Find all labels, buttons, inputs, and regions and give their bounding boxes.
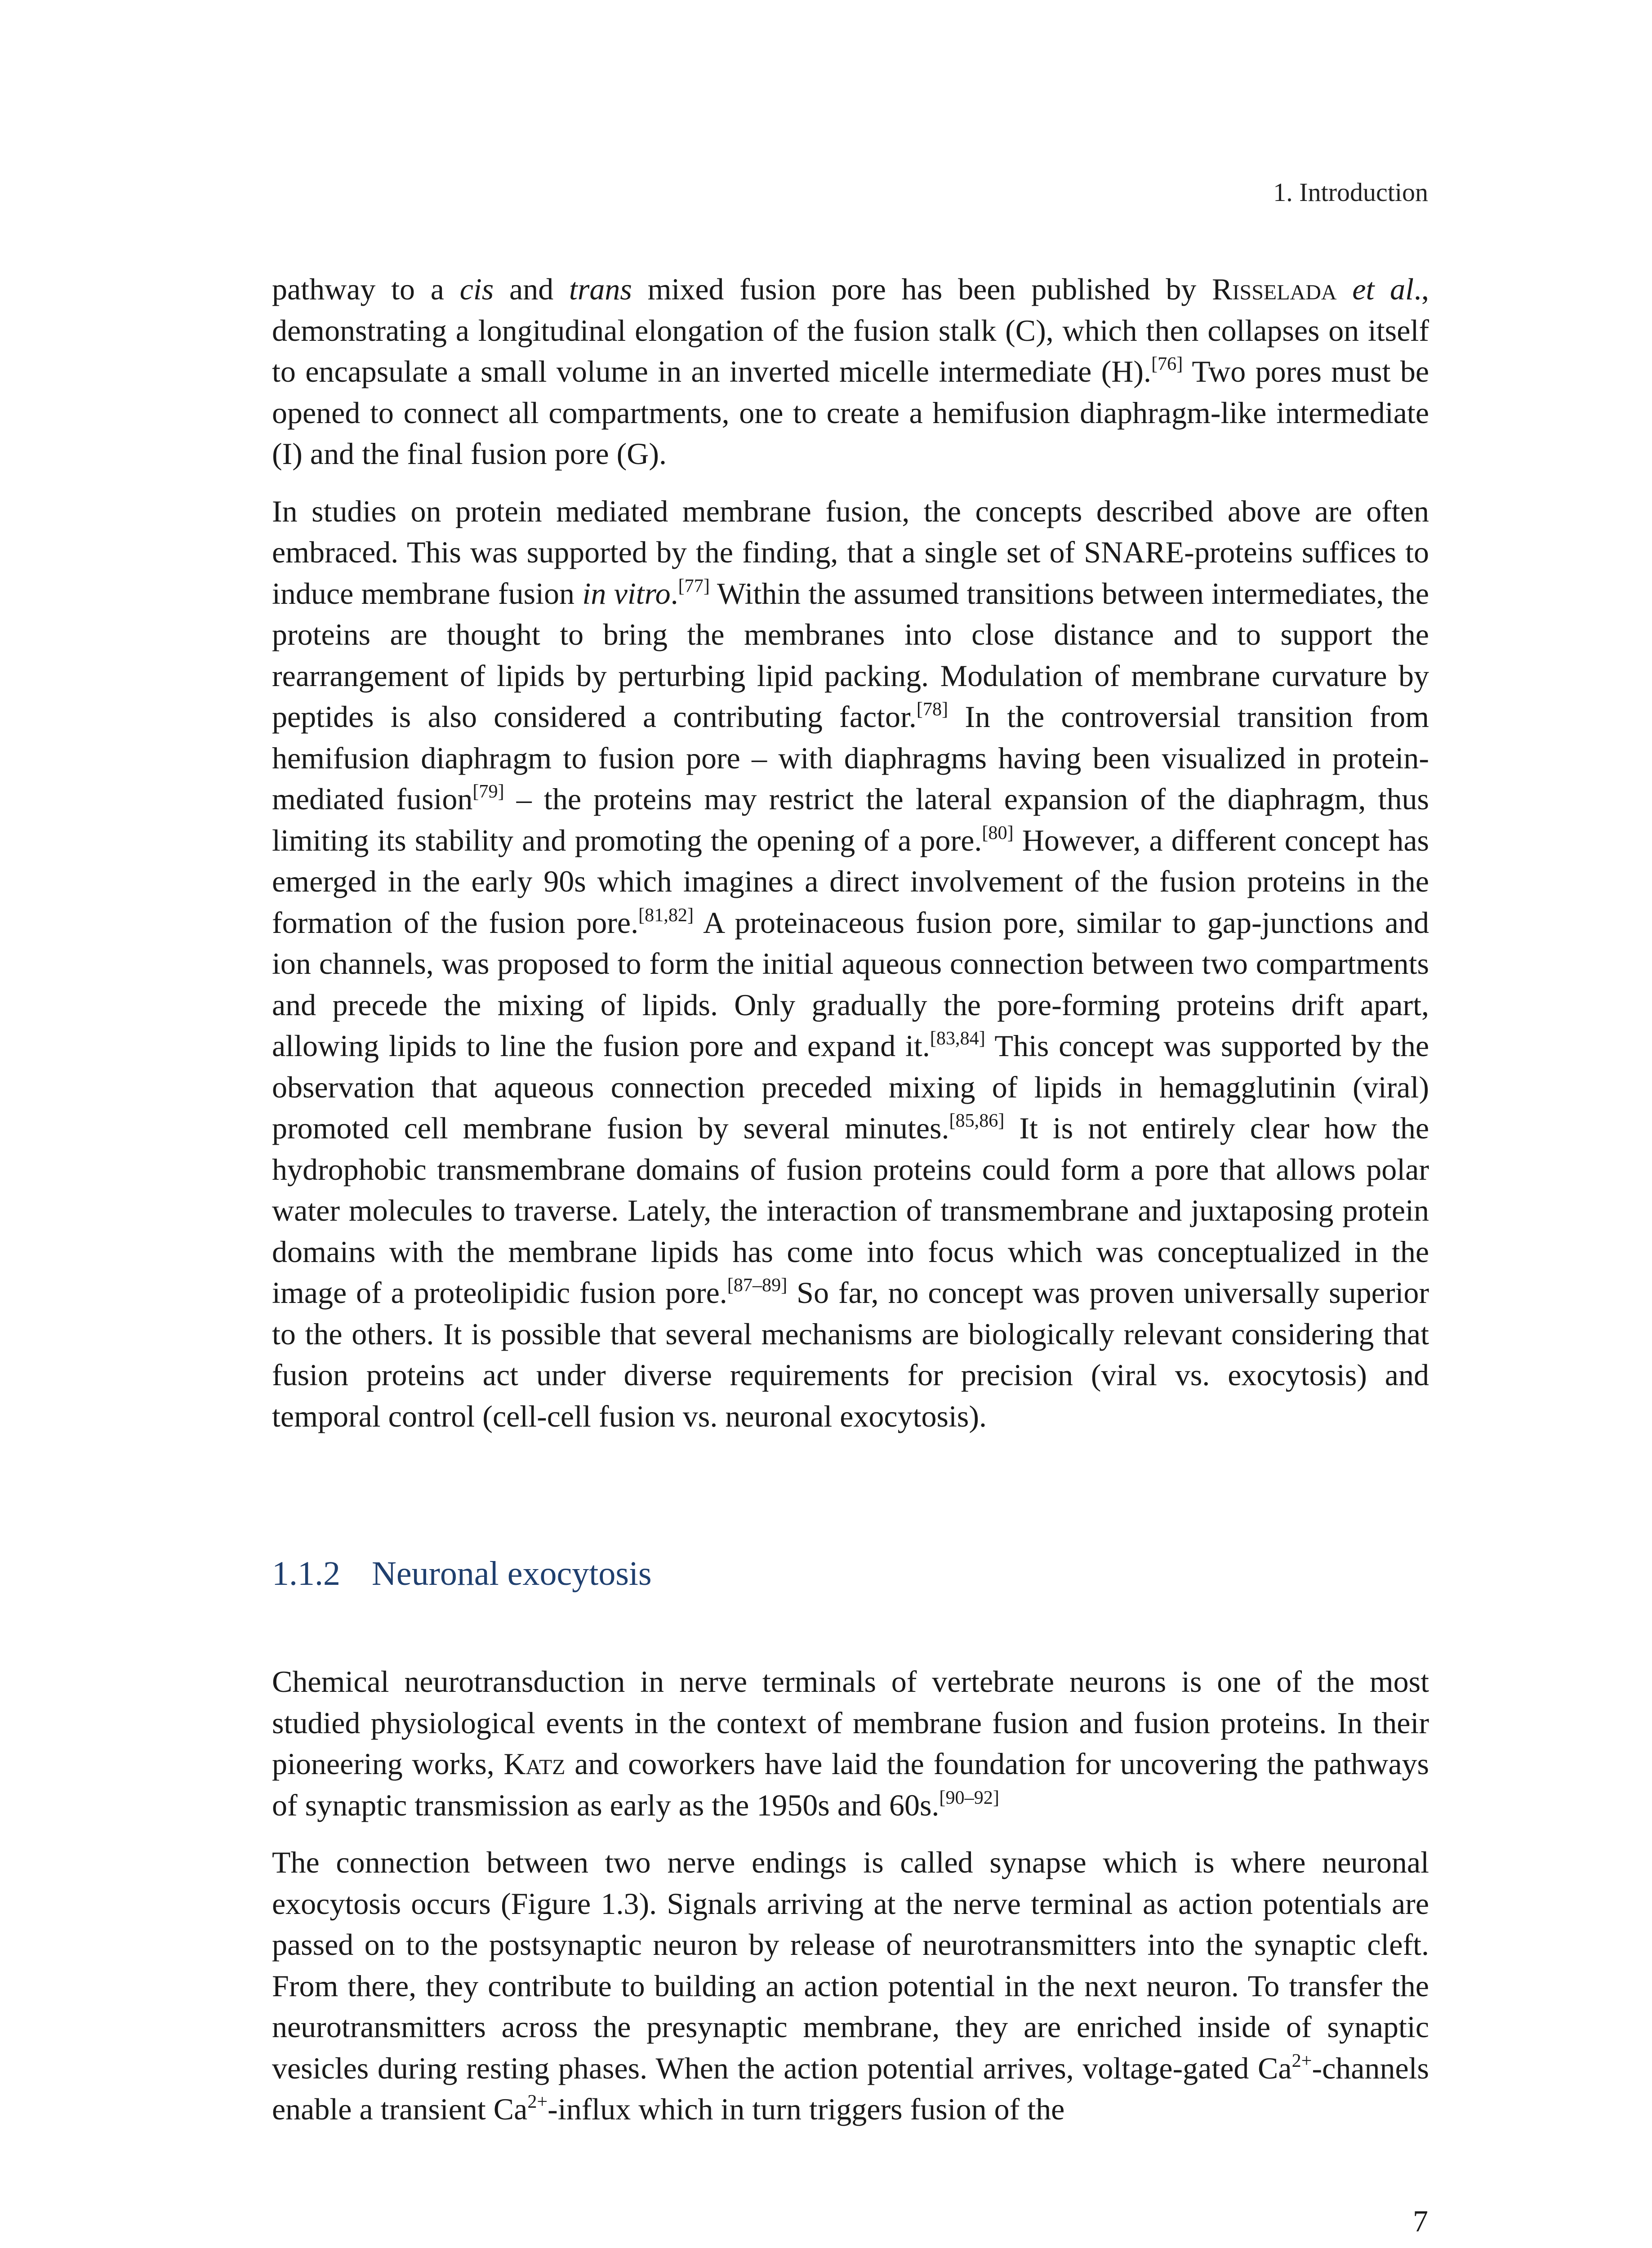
text-run: In the controversial transition from hemifusion diaphragm to fusion pore – with diaphragms having been visualized in protein-mediated fusion [272, 700, 1429, 816]
citation-superscript: [85,86] [949, 1110, 1005, 1131]
text-run: A proteinaceous fusion pore, similar to gap-junctions and ion channels, was proposed to form the initial aqueous connection between two compartments and precede the mixing of lipids. Only gradually the pore-forming proteins drift apart, allowing lipids to line the fusion pore and expand it. [272, 905, 1429, 1063]
author-name: Katz [503, 1747, 566, 1781]
text-run: and [494, 272, 569, 306]
body-text-lower [272, 1661, 1429, 2146]
body-text-upper [272, 269, 1429, 1453]
text-run: Chemical neurotransduction in nerve terminals of vertebrate neurons is one of the most studied physiological events in the context of membrane fusion and fusion proteins. In their pioneering works, [272, 1664, 1429, 1781]
citation-superscript: [81,82] [638, 904, 694, 926]
text-run: -influx which in turn triggers fusion of the [548, 2092, 1065, 2126]
citation-superscript: [79] [472, 781, 504, 802]
citation-superscript: [83,84] [930, 1027, 985, 1049]
author-name: Risselada [1212, 272, 1337, 306]
text-run: Within the assumed transitions between intermediates, the proteins are thought to bring the membranes into close distance and to support the rearrangement of lipids by perturbing lipid packing. Modulation of membrane curvature by peptides is also considered a contributing factor. [272, 576, 1429, 734]
citation-superscript: [77] [678, 575, 710, 597]
section-number: 1.1.2 [272, 1555, 340, 1592]
text-run: So far, no concept was proven universally superior to the others. It is possible that several mechanisms are biologically relevant considering that fusion proteins act under diverse requirements for precision (viral vs. exocytosis) and temporal control (cell-cell fusion vs. neuronal exocytosis). [272, 1276, 1429, 1433]
paragraph [272, 269, 1429, 475]
text-run: . [670, 576, 678, 611]
section-heading [272, 1551, 1429, 1596]
text-run [1337, 272, 1353, 306]
page-number: 7 [1413, 2204, 1428, 2238]
text-run: This concept was supported by the observation that aqueous connection preceded mixing of lipids in hemagglutinin (viral) promoted cell membrane fusion by several minutes. [272, 1029, 1429, 1145]
text-run: mixed fusion pore has been published by [632, 272, 1212, 306]
text-run: However, a different concept has emerged in the early 90s which imagines a direct involvement of the fusion proteins in the formation of the fusion pore. [272, 823, 1429, 940]
text-run: In studies on protein mediated membrane fusion, the concepts described above are often embraced. This was supported by the finding, that a single set of SNARE-proteins suffices to induce membrane fusion [272, 494, 1429, 611]
citation-superscript: [78] [916, 698, 948, 720]
citation-superscript: [87–89] [727, 1274, 788, 1296]
running-header: 1. Introduction [1273, 178, 1428, 207]
text-run: ., demonstrating a longitudinal elongation of the fusion stalk (C), which then collapses on itself to encapsulate a small volume in an inverted micelle intermediate (H). [272, 272, 1429, 388]
citation-superscript: 2+ [1291, 2050, 1312, 2071]
italic-text: trans [569, 272, 632, 306]
text-run: pathway to a [272, 272, 460, 306]
citation-superscript: [80] [982, 822, 1014, 843]
paragraph [272, 1842, 1429, 2130]
citation-superscript: 2+ [527, 2091, 548, 2112]
section-title: Neuronal exocytosis [372, 1555, 652, 1592]
text-run: – the proteins may restrict the lateral expansion of the diaphragm, thus limiting its stability and promoting the opening of a pore. [272, 782, 1429, 857]
italic-text: cis [459, 272, 494, 306]
citation-superscript: [90–92] [939, 1787, 999, 1808]
italic-text: in vitro [582, 576, 671, 611]
paragraph [272, 1661, 1429, 1826]
text-run: Two pores must be opened to connect all compartments, one to create a hemifusion diaphragm-like intermediate (I) and the final fusion pore (G). [272, 354, 1429, 471]
italic-text: et al [1352, 272, 1414, 306]
text-run: and coworkers have laid the foundation for uncovering the pathways of synaptic transmission as early as the 1950s and 60s. [272, 1747, 1429, 1822]
paragraph [272, 491, 1429, 1437]
text-run: It is not entirely clear how the hydrophobic transmembrane domains of fusion proteins could form a pore that allows polar water molecules to traverse. Lately, the interaction of transmembrane and juxtaposing protein domains with the membrane lipids has come into focus which was conceptualized in the image of a proteolipidic fusion pore. [272, 1111, 1429, 1310]
citation-superscript: [76] [1151, 353, 1183, 375]
text-run: The connection between two nerve endings is called synapse which is where neuronal exocytosis occurs (Figure 1.3). Signals arriving at the nerve terminal as action potentials are passed on to the postsynaptic neuron by release of neurotransmitters into the synaptic cleft. From there, they contribute to building an action potential in the next neuron. To transfer the neurotransmitters across the presynaptic membrane, they are enriched inside of synaptic vesicles during resting phases. When the action potential arrives, voltage-gated Ca [272, 1845, 1429, 2085]
text-run: -channels enable a transient Ca [272, 2051, 1429, 2126]
